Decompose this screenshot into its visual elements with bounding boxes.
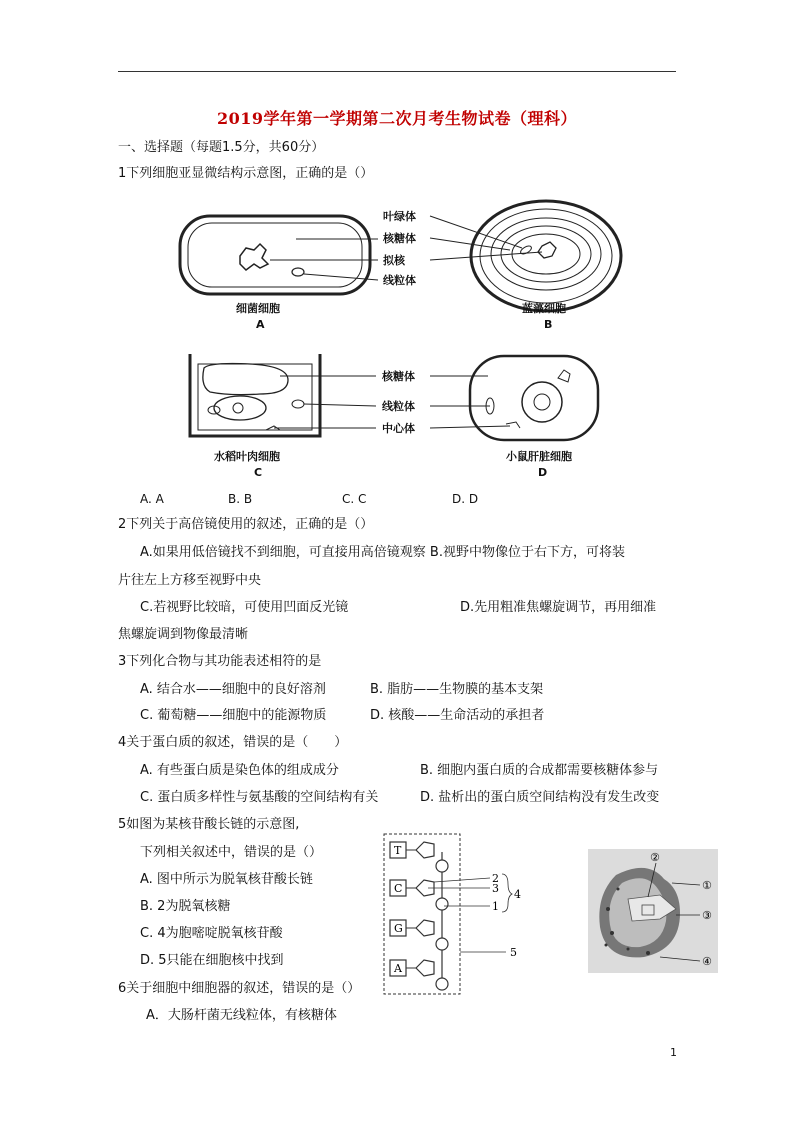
- q3-option-c: C. 葡萄糖——细胞中的能源物质: [140, 708, 327, 723]
- label-centrosome: 中心体: [382, 422, 415, 435]
- caption-c: 水稻叶肉细胞: [214, 450, 280, 463]
- q2-option-c: C.若视野比较暗，可使用凹面反光镜: [140, 600, 349, 615]
- q1-stem: 1下列细胞亚显微结构示意图，正确的是（）: [118, 166, 374, 181]
- q4-stem: 4关于蛋白质的叙述，错误的是（ ）: [118, 735, 348, 750]
- page-number: 1: [670, 1046, 677, 1059]
- caption-b: 蓝藻细胞: [522, 302, 566, 315]
- circled-4: ④: [702, 955, 712, 968]
- base-c-label: C: [394, 882, 403, 895]
- base-a-label: A: [394, 962, 402, 975]
- q1-option-c: C. C: [342, 492, 367, 506]
- q6-stem: 6关于细胞中细胞器的叙述，错误的是（）: [118, 981, 361, 996]
- q1-option-b: B. B: [228, 492, 253, 506]
- section-heading: 一、选择题（每题1.5分，共60分）: [118, 140, 325, 155]
- rice-leaf-cell-diagram: [190, 354, 320, 436]
- caption-d: 小鼠肝脏细胞: [506, 450, 572, 463]
- page-title: 2019学年第一学期第二次月考生物试卷（理科）: [216, 109, 578, 128]
- num-4: 4: [514, 888, 521, 901]
- label-ribosome-2: 核糖体: [382, 370, 415, 383]
- label-nucleoid: 拟核: [383, 254, 405, 267]
- q5-stem-1: 5如图为某核苷酸长链的示意图,: [118, 817, 300, 832]
- q2-option-d: D.先用粗准焦螺旋调节，再用细准: [460, 600, 657, 615]
- q5-stem-2: 下列相关叙述中，错误的是（）: [140, 845, 323, 860]
- q3-stem: 3下列化合物与其功能表述相符的是: [118, 654, 322, 669]
- nucleotide-chain-diagram: [378, 830, 528, 998]
- nucleotide-a: [390, 960, 448, 990]
- circled-2: ②: [650, 851, 660, 864]
- nucleotide-g: [390, 920, 448, 950]
- label-mitochondria: 线粒体: [383, 274, 416, 287]
- q5-option-c: C. 4为胞嘧啶脱氧核苷酸: [140, 926, 283, 941]
- q4-option-b: B. 细胞内蛋白质的合成都需要核糖体参与: [420, 763, 659, 778]
- base-t-label: T: [394, 844, 402, 857]
- header-rule: [118, 71, 676, 72]
- q2-stem: 2下列关于高倍镜使用的叙述，正确的是（）: [118, 517, 374, 532]
- num-2: 2: [492, 872, 499, 885]
- nucleotide-t: [390, 842, 448, 872]
- q3-option-d: D. 核酸——生命活动的承担者: [370, 708, 545, 723]
- letter-c: C: [254, 466, 263, 479]
- cell-photo-figure: [588, 849, 718, 973]
- q3-option-a: A. 结合水——细胞中的良好溶剂: [140, 682, 326, 697]
- q1-option-d: D. D: [452, 492, 479, 506]
- circled-3: ③: [702, 909, 712, 922]
- letter-b: B: [544, 318, 553, 331]
- q5-option-b: B. 2为脱氧核糖: [140, 899, 231, 914]
- mouse-liver-cell-diagram: [470, 356, 598, 440]
- q3-option-b: B. 脂肪——生物膜的基本支架: [370, 682, 544, 697]
- nucleotide-c: [390, 880, 448, 910]
- base-g-label: G: [394, 922, 403, 935]
- bacterial-cell-diagram: [180, 216, 370, 294]
- q1-option-a: A. A: [140, 492, 164, 506]
- num-5: 5: [510, 946, 517, 959]
- q5-option-d: D. 5只能在细胞核中找到: [140, 953, 284, 968]
- q2-line4: 焦螺旋调到物像最清晰: [118, 627, 249, 642]
- q4-option-a: A. 有些蛋白质是染色体的组成成分: [140, 763, 339, 778]
- q2-line2: 片往左上方移至视野中央: [118, 573, 262, 588]
- q4-option-c: C. 蛋白质多样性与氨基酸的空间结构有关: [140, 790, 379, 805]
- q2-line1: A.如果用低倍镜找不到细胞，可直接用高倍镜观察 B.视野中物像位于右下方，可将装: [140, 545, 625, 560]
- label-chloroplast: 叶绿体: [383, 210, 416, 223]
- cyanobacteria-cell-diagram: [471, 201, 621, 311]
- circled-1: ①: [702, 879, 712, 892]
- num-3: 3: [492, 882, 499, 895]
- q5-option-a: A. 图中所示为脱氧核苷酸长链: [140, 872, 313, 887]
- letter-d: D: [538, 466, 548, 479]
- cell-diagrams: [170, 196, 630, 486]
- label-ribosome: 核糖体: [383, 232, 416, 245]
- q6-option-a: A．大肠杆菌无线粒体，有核糖体: [146, 1008, 337, 1023]
- q4-option-d: D. 盐析出的蛋白质空间结构没有发生改变: [420, 790, 660, 805]
- num-1: 1: [492, 900, 499, 913]
- caption-a: 细菌细胞: [236, 302, 280, 315]
- letter-a: A: [256, 318, 265, 331]
- label-mitochondria-2: 线粒体: [382, 400, 415, 413]
